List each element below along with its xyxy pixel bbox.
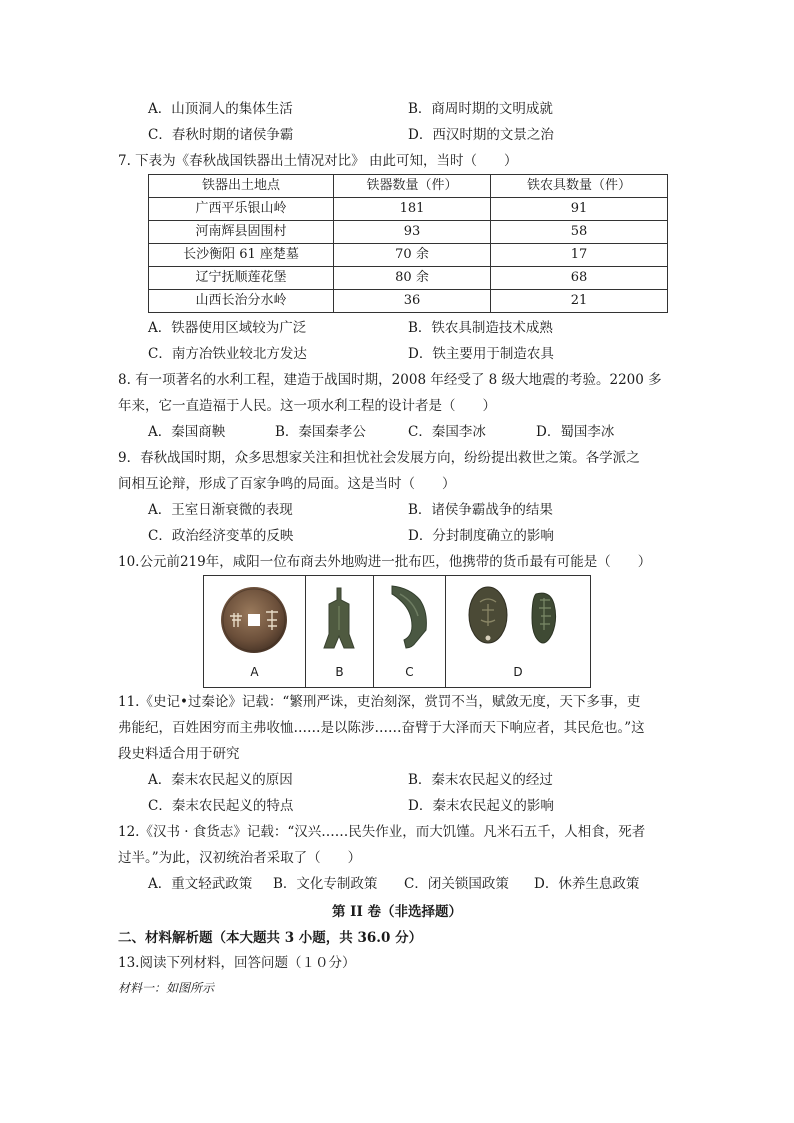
spade-coin-icon [306,580,372,660]
q11-option-c: C．秦末农民起义的特点 [148,798,294,814]
q8-line-2: 年来，它一直造福于人民。这一项水利工程的设计者是（ ） [118,398,496,414]
table-cell: 68 [491,267,668,290]
table-cell: 广西平乐银山岭 [149,198,334,221]
table-cell: 36 [334,290,491,313]
table-cell: 山西长治分水岭 [149,290,334,313]
q6-option-b: B．商周时期的文明成就 [408,101,553,117]
coin-label-b: B [335,665,344,679]
table-cell: 93 [334,221,491,244]
q9-line-1: 9．春秋战国时期，众多思想家关注和担忧社会发展方向，纷纷提出救世之策。各学派之 [118,450,640,466]
q8-option-b: B．秦国秦孝公 [275,424,366,440]
q12-option-a: A．重文轻武政策 [148,876,253,892]
coin-label-a: A [250,665,259,679]
table-header: 铁农具数量（件） [491,175,668,198]
table-row [149,267,668,290]
q7-option-a: A．铁器使用区域较为广泛 [148,320,307,336]
table-cell: 17 [491,244,668,267]
table-row [149,198,668,221]
material-1-label: 材料一：如图所示 [118,981,215,995]
table-row [149,221,668,244]
q7-option-c: C．南方冶铁业较北方发达 [148,346,307,362]
coin-label-c: C [405,665,414,679]
q11-option-b: B．秦末农民起义的经过 [408,772,553,788]
q7-option-b: B．铁农具制造技术成熟 [408,320,553,336]
q12-line-2: 过半。”为此，汉初统治者采取了（ ） [118,850,362,866]
q8-option-d: D．蜀国李冰 [536,424,615,440]
q11-option-d: D．秦末农民起义的影响 [408,798,554,814]
table-header: 铁器数量（件） [334,175,491,198]
table-cell: 58 [491,221,668,244]
q11-line-2: 弗能纪，百姓困穷而主弗收恤……是以陈涉……奋臂于大泽而天下响应者，其民危也。”这 [118,720,645,736]
q12-option-c: C．闭关锁国政策 [404,876,509,892]
section-2-heading: 二、材料解析题（本大题共 3 小题，共 36.0 分） [118,930,423,946]
q7-stem: 7. 下表为《春秋战国铁器出土情况对比》 由此可知，当时（ ） [118,153,518,169]
q8-option-a: A．秦国商鞅 [148,424,226,440]
q9-line-2: 间相互论辩，形成了百家争鸣的局面。这是当时（ ） [118,476,456,492]
q11-option-a: A．秦末农民起义的原因 [148,772,293,788]
q6-option-a: A．山顶洞人的集体生活 [148,101,293,117]
q9-option-b: B．诸侯争霸战争的结果 [408,502,553,518]
table-row [149,290,668,313]
table-cell: 21 [491,290,668,313]
q6-option-c: C．春秋时期的诸侯争霸 [148,127,294,143]
q12-line-1: 12.《汉书 · 食货志》记载：“汉兴……民失作业，而大饥馑。凡米石五千，人相食，死者 [118,824,646,840]
q10-stem: 10.公元前219年，咸阳一位布商去外地购进一批布匹，他携带的货币最有可能是（ ） [118,554,652,570]
iron-table [148,174,668,313]
coin-cell-c [374,576,446,687]
q8-line-1: 8. 有一项著名的水利工程，建造于战国时期，2008 年经受了 8 级大地震的考验。2200 多 [118,372,662,388]
q12-option-b: B．文化专制政策 [273,876,378,892]
table-cell: 70 余 [334,244,491,267]
table-cell: 河南辉县固围村 [149,221,334,244]
part-2-title: 第 II 卷（非选择题） [331,904,463,920]
q13-stem: 13.阅读下列材料，回答问题（１０分） [118,955,356,971]
round-coin-icon [204,580,304,660]
table-cell: 181 [334,198,491,221]
coin-cell-a [204,576,306,687]
q12-option-d: D．休养生息政策 [534,876,640,892]
coin-label-d: D [513,665,523,679]
q9-option-a: A．王室日渐衰微的表现 [148,502,293,518]
table-cell: 91 [491,198,668,221]
q7-option-d: D．铁主要用于制造农具 [408,346,554,362]
q9-option-d: D．分封制度确立的影响 [408,528,554,544]
ant-nose-coin-icon [446,580,588,660]
table-header-row [149,175,668,198]
table-row [149,244,668,267]
knife-coin-icon [374,580,444,660]
q8-option-c: C．秦国李冰 [408,424,486,440]
table-cell: 长沙衡阳 61 座楚墓 [149,244,334,267]
coins-figure [203,575,591,688]
table-cell: 80 余 [334,267,491,290]
q6-option-d: D．西汉时期的文景之治 [408,127,554,143]
coin-cell-d [446,576,590,687]
coin-cell-b [306,576,374,687]
q11-line-3: 段史料适合用于研究 [118,746,240,762]
table-cell: 辽宁抚顺莲花堡 [149,267,334,290]
q11-line-1: 11.《史记•过秦论》记载：“繁刑严诛，吏治刻深，赏罚不当，赋敛无度，天下多事，吏 [118,694,641,710]
q9-option-c: C．政治经济变革的反映 [148,528,294,544]
table-header: 铁器出土地点 [149,175,334,198]
